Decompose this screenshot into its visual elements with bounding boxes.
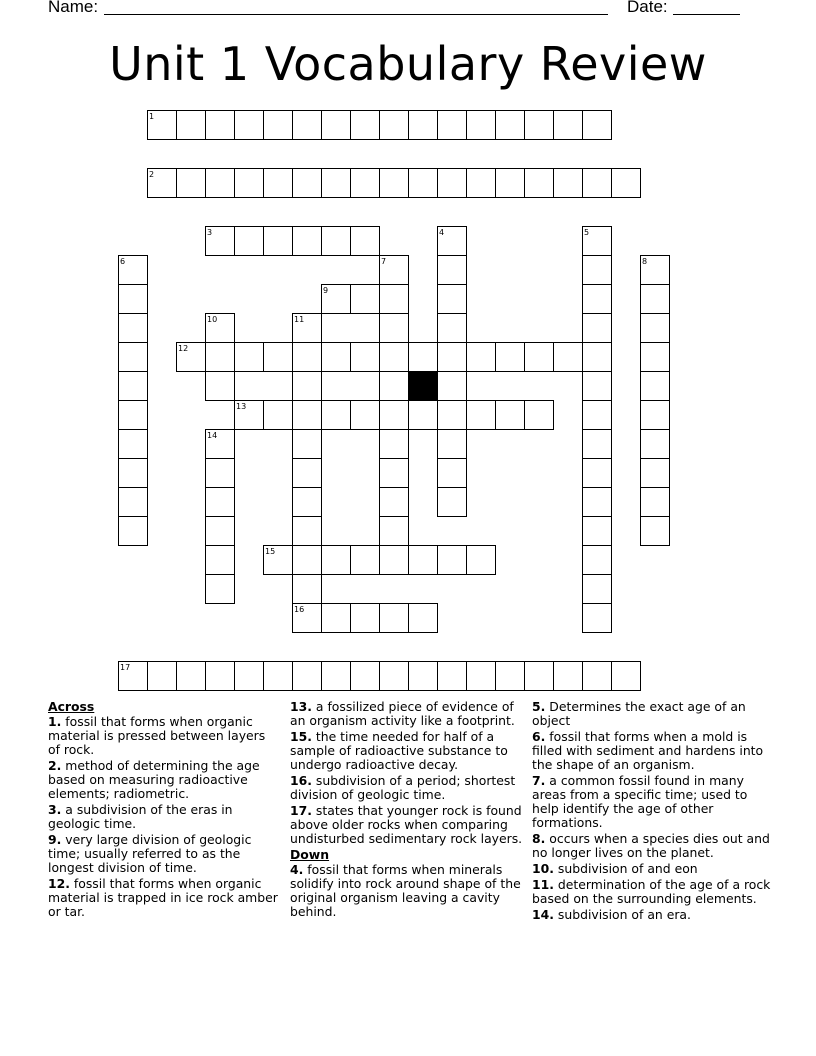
crossword-cell[interactable] (235, 343, 264, 372)
clue-number: 3. (48, 802, 62, 817)
crossword-cell[interactable] (641, 401, 670, 430)
crossword-cell[interactable] (206, 111, 235, 140)
clue-number-label: 14 (207, 431, 218, 440)
crossword-cell[interactable] (380, 169, 409, 198)
crossword-cell[interactable] (119, 343, 148, 372)
crossword-cell[interactable] (583, 517, 612, 546)
crossword-cell[interactable] (322, 111, 351, 140)
crossword-cell[interactable] (206, 459, 235, 488)
crossword-cell[interactable] (380, 343, 409, 372)
clue-number: 11. (532, 877, 554, 892)
crossword-cell[interactable] (409, 169, 438, 198)
crossword-cell[interactable] (554, 169, 583, 198)
clue-text: a common fossil found in many areas from a specific time; used to help identify the age of other formations. (532, 773, 748, 830)
clue-text: fossil that forms when a mold is filled with sediment and hardens into the shape of an organism. (532, 729, 764, 772)
clue-number: 17. (290, 803, 312, 818)
crossword-cell[interactable] (380, 459, 409, 488)
crossword-cell[interactable] (409, 604, 438, 633)
clue-text: fossil that forms when organic material is pressed between layers of rock. (48, 714, 266, 757)
clue (532, 730, 772, 772)
crossword-cell[interactable] (467, 343, 496, 372)
crossword-cell[interactable] (293, 372, 322, 401)
crossword-cell[interactable] (438, 169, 467, 198)
crossword-cell[interactable] (496, 169, 525, 198)
clue-number-label: 13 (236, 402, 247, 411)
crossword-cell[interactable] (438, 111, 467, 140)
clue-number-label: 5 (584, 228, 590, 237)
crossword-cell[interactable] (264, 343, 293, 372)
crossword-cell[interactable] (322, 662, 351, 691)
clue (48, 877, 280, 919)
crossword-cell[interactable] (293, 488, 322, 517)
crossword-cell[interactable] (177, 111, 206, 140)
crossword-cell[interactable] (438, 256, 467, 285)
crossword-cell[interactable] (322, 401, 351, 430)
crossword-cell[interactable] (583, 256, 612, 285)
crossword-cell[interactable] (351, 111, 380, 140)
crossword-cell[interactable] (438, 314, 467, 343)
crossword-cell[interactable] (438, 343, 467, 372)
clue-text: the time needed for half of a sample of radioactive substance to undergo radioactive decay. (290, 729, 508, 772)
clue-text: subdivision of and eon (557, 861, 698, 876)
crossword-cell[interactable] (409, 343, 438, 372)
clue-text: subdivision of an era. (557, 907, 691, 922)
clue-number: 16. (290, 773, 312, 788)
crossword-cell[interactable] (380, 488, 409, 517)
crossword-cell[interactable] (583, 285, 612, 314)
clue (48, 803, 280, 831)
crossword-cell[interactable] (206, 169, 235, 198)
crossword-cell[interactable] (293, 459, 322, 488)
crossword-cell[interactable] (438, 546, 467, 575)
clues-column-3 (532, 700, 772, 924)
crossword-cell[interactable] (264, 169, 293, 198)
crossword-cell[interactable] (177, 169, 206, 198)
clue-number: 2. (48, 758, 62, 773)
clues-column-2 (290, 700, 528, 921)
crossword-cell[interactable] (206, 575, 235, 604)
date-label: Date: (627, 0, 668, 16)
clue-text: subdivision of a period; shortest division of geologic time. (290, 773, 516, 802)
clue-number-label: 8 (642, 257, 648, 266)
clue (532, 832, 772, 860)
crossword-cell[interactable] (641, 488, 670, 517)
crossword-cell[interactable] (496, 111, 525, 140)
clue-text: very large division of geologic time; usually referred to as the longest division of time. (48, 832, 252, 875)
clue (532, 774, 772, 830)
clue-text: Determines the exact age of an object (532, 699, 746, 728)
clue-number-label: 11 (294, 315, 305, 324)
crossword-cell[interactable] (293, 575, 322, 604)
clue-number-label: 10 (207, 315, 218, 324)
crossword-cell[interactable] (351, 343, 380, 372)
clue (290, 774, 528, 802)
crossword-cell[interactable] (583, 314, 612, 343)
clue-text: occurs when a species dies out and no longer lives on the planet. (532, 831, 770, 860)
crossword-cell[interactable] (438, 430, 467, 459)
clue-number-label: 6 (120, 257, 126, 266)
crossword-cell[interactable] (583, 488, 612, 517)
crossword-cell[interactable] (554, 662, 583, 691)
crossword-cell[interactable] (322, 546, 351, 575)
crossword-cell[interactable] (583, 459, 612, 488)
crossword-cell[interactable] (438, 285, 467, 314)
crossword-cell[interactable] (380, 285, 409, 314)
crossword-cell[interactable] (322, 169, 351, 198)
crossword-cell[interactable] (438, 372, 467, 401)
crossword-cell[interactable] (322, 343, 351, 372)
crossword-cell[interactable] (496, 662, 525, 691)
crossword-cell[interactable] (525, 662, 554, 691)
crossword-cell[interactable] (293, 401, 322, 430)
crossword-cell[interactable] (206, 546, 235, 575)
crossword-cell[interactable] (525, 169, 554, 198)
crossword-cell[interactable] (351, 662, 380, 691)
crossword-cell[interactable] (380, 546, 409, 575)
crossword-cell[interactable] (351, 401, 380, 430)
crossword-cell[interactable] (467, 546, 496, 575)
crossword-cell[interactable] (583, 169, 612, 198)
crossword-cell[interactable] (235, 662, 264, 691)
crossword-cell[interactable] (525, 343, 554, 372)
down-title: Down (290, 847, 330, 862)
crossword-cell[interactable] (641, 314, 670, 343)
crossword-cell[interactable] (293, 546, 322, 575)
crossword-cell[interactable] (351, 285, 380, 314)
clue-text: fossil that forms when organic material is trapped in ice rock amber or tar. (48, 876, 278, 919)
crossword-cell[interactable] (293, 111, 322, 140)
crossword-cell[interactable] (293, 169, 322, 198)
crossword-cell[interactable] (293, 430, 322, 459)
crossword-cell[interactable] (583, 662, 612, 691)
crossword-cell[interactable] (438, 459, 467, 488)
crossword-cell[interactable] (380, 372, 409, 401)
clue-text: states that younger rock is found above older rocks when comparing undisturbed sedimentary rock layers. (290, 803, 523, 846)
crossword-cell[interactable] (583, 401, 612, 430)
crossword-cell[interactable] (409, 662, 438, 691)
crossword-cell[interactable] (409, 546, 438, 575)
crossword-cell[interactable] (264, 227, 293, 256)
clue-number: 9. (48, 832, 62, 847)
crossword-cell[interactable] (583, 546, 612, 575)
clue-number-label: 12 (178, 344, 189, 353)
clue-number: 12. (48, 876, 70, 891)
crossword-cell[interactable] (438, 488, 467, 517)
crossword-cell[interactable] (119, 314, 148, 343)
clues-column-1 (48, 700, 280, 921)
crossword-cell[interactable] (380, 430, 409, 459)
clue-text: fossil that forms when minerals solidify into rock around shape of the original organism leaving a cavity behind. (290, 862, 521, 919)
crossword-cell[interactable] (583, 430, 612, 459)
crossword-cell[interactable] (438, 662, 467, 691)
crossword-cell[interactable] (148, 662, 177, 691)
crossword-cell[interactable] (380, 604, 409, 633)
clue-number-label: 16 (294, 605, 305, 614)
crossword-cell[interactable] (293, 343, 322, 372)
blocked-cell (408, 371, 437, 400)
crossword-cell[interactable] (641, 459, 670, 488)
clue-number: 14. (532, 907, 554, 922)
crossword-cell[interactable] (380, 662, 409, 691)
crossword-cell[interactable] (322, 227, 351, 256)
crossword-cell[interactable] (351, 546, 380, 575)
clue-text: a subdivision of the eras in geologic time. (48, 802, 233, 831)
crossword-cell[interactable] (612, 662, 641, 691)
crossword-cell[interactable] (583, 343, 612, 372)
crossword-cell[interactable] (583, 372, 612, 401)
clue-number: 10. (532, 861, 554, 876)
clue-number: 13. (290, 699, 312, 714)
clue-number: 4. (290, 862, 304, 877)
crossword-cell[interactable] (380, 314, 409, 343)
clue-number-label: 9 (323, 286, 329, 295)
crossword-cell[interactable] (467, 111, 496, 140)
clue (532, 878, 772, 906)
crossword-cell[interactable] (380, 111, 409, 140)
crossword-cell[interactable] (554, 343, 583, 372)
clue (290, 863, 528, 919)
crossword-cell[interactable] (177, 662, 206, 691)
crossword-cell[interactable] (119, 430, 148, 459)
clue-text: determination of the age of a rock based on the surrounding elements. (532, 877, 771, 906)
crossword-cell[interactable] (612, 169, 641, 198)
clue-number: 5. (532, 699, 546, 714)
across-title: Across (48, 699, 95, 714)
crossword-cell[interactable] (235, 169, 264, 198)
crossword-cell[interactable] (264, 401, 293, 430)
crossword-cell[interactable] (293, 227, 322, 256)
crossword-cell[interactable] (119, 459, 148, 488)
crossword-cell[interactable] (467, 662, 496, 691)
crossword-cell[interactable] (380, 517, 409, 546)
clue-number: 1. (48, 714, 62, 729)
crossword-cell[interactable] (264, 662, 293, 691)
crossword-cell[interactable] (119, 285, 148, 314)
clue (48, 715, 280, 757)
crossword-cell[interactable] (206, 517, 235, 546)
crossword-cell[interactable] (409, 111, 438, 140)
crossword-cell[interactable] (641, 372, 670, 401)
crossword-cell[interactable] (293, 662, 322, 691)
clue (532, 862, 772, 876)
crossword-cell[interactable] (235, 111, 264, 140)
crossword-cell[interactable] (641, 285, 670, 314)
crossword-cell[interactable] (119, 488, 148, 517)
crossword-cell[interactable] (496, 401, 525, 430)
crossword-cell[interactable] (583, 575, 612, 604)
crossword-cell[interactable] (525, 111, 554, 140)
clue (48, 759, 280, 801)
clue-number: 8. (532, 831, 546, 846)
crossword-cell[interactable] (264, 111, 293, 140)
clue-text: a fossilized piece of evidence of an organism activity like a footprint. (290, 699, 515, 728)
crossword-cell[interactable] (119, 401, 148, 430)
clue-number-label: 3 (207, 228, 213, 237)
crossword-cell[interactable] (554, 111, 583, 140)
crossword-cell[interactable] (409, 401, 438, 430)
clue-text: method of determining the age based on measuring radioactive elements; radiometric. (48, 758, 260, 801)
crossword-cell[interactable] (641, 343, 670, 372)
crossword-cell[interactable] (206, 488, 235, 517)
clue-number-label: 7 (381, 257, 387, 266)
clue (532, 700, 772, 728)
crossword-cell[interactable] (641, 430, 670, 459)
crossword-cell[interactable] (467, 169, 496, 198)
crossword-cell[interactable] (119, 517, 148, 546)
clue-number-label: 17 (120, 663, 131, 672)
clue-number-label: 15 (265, 547, 276, 556)
crossword-cell[interactable] (380, 401, 409, 430)
clue-number: 15. (290, 729, 312, 744)
name-label: Name: (48, 0, 99, 16)
crossword-cell[interactable] (467, 401, 496, 430)
crossword-cell[interactable] (351, 604, 380, 633)
clue (48, 833, 280, 875)
clue (290, 804, 528, 846)
clue-number-label: 4 (439, 228, 445, 237)
crossword-cell[interactable] (235, 227, 264, 256)
crossword-cell[interactable] (351, 169, 380, 198)
crossword-cell[interactable] (206, 343, 235, 372)
clue (290, 730, 528, 772)
crossword-cell[interactable] (293, 517, 322, 546)
page-title: Unit 1 Vocabulary Review (109, 37, 707, 91)
crossword-cell[interactable] (525, 401, 554, 430)
crossword-cell[interactable] (119, 372, 148, 401)
clue-number: 7. (532, 773, 546, 788)
clue (290, 700, 528, 728)
clue-number-label: 2 (149, 170, 155, 179)
crossword-cell[interactable] (641, 517, 670, 546)
crossword-cell[interactable] (583, 604, 612, 633)
clue-number-label: 1 (149, 112, 155, 121)
clue-number: 6. (532, 729, 546, 744)
clue (532, 908, 772, 922)
crossword-cell[interactable] (438, 401, 467, 430)
crossword-cell[interactable] (206, 372, 235, 401)
crossword-cell[interactable] (351, 227, 380, 256)
crossword-cell[interactable] (496, 343, 525, 372)
crossword-cell[interactable] (322, 604, 351, 633)
crossword-cell[interactable] (583, 111, 612, 140)
crossword-cell[interactable] (206, 662, 235, 691)
